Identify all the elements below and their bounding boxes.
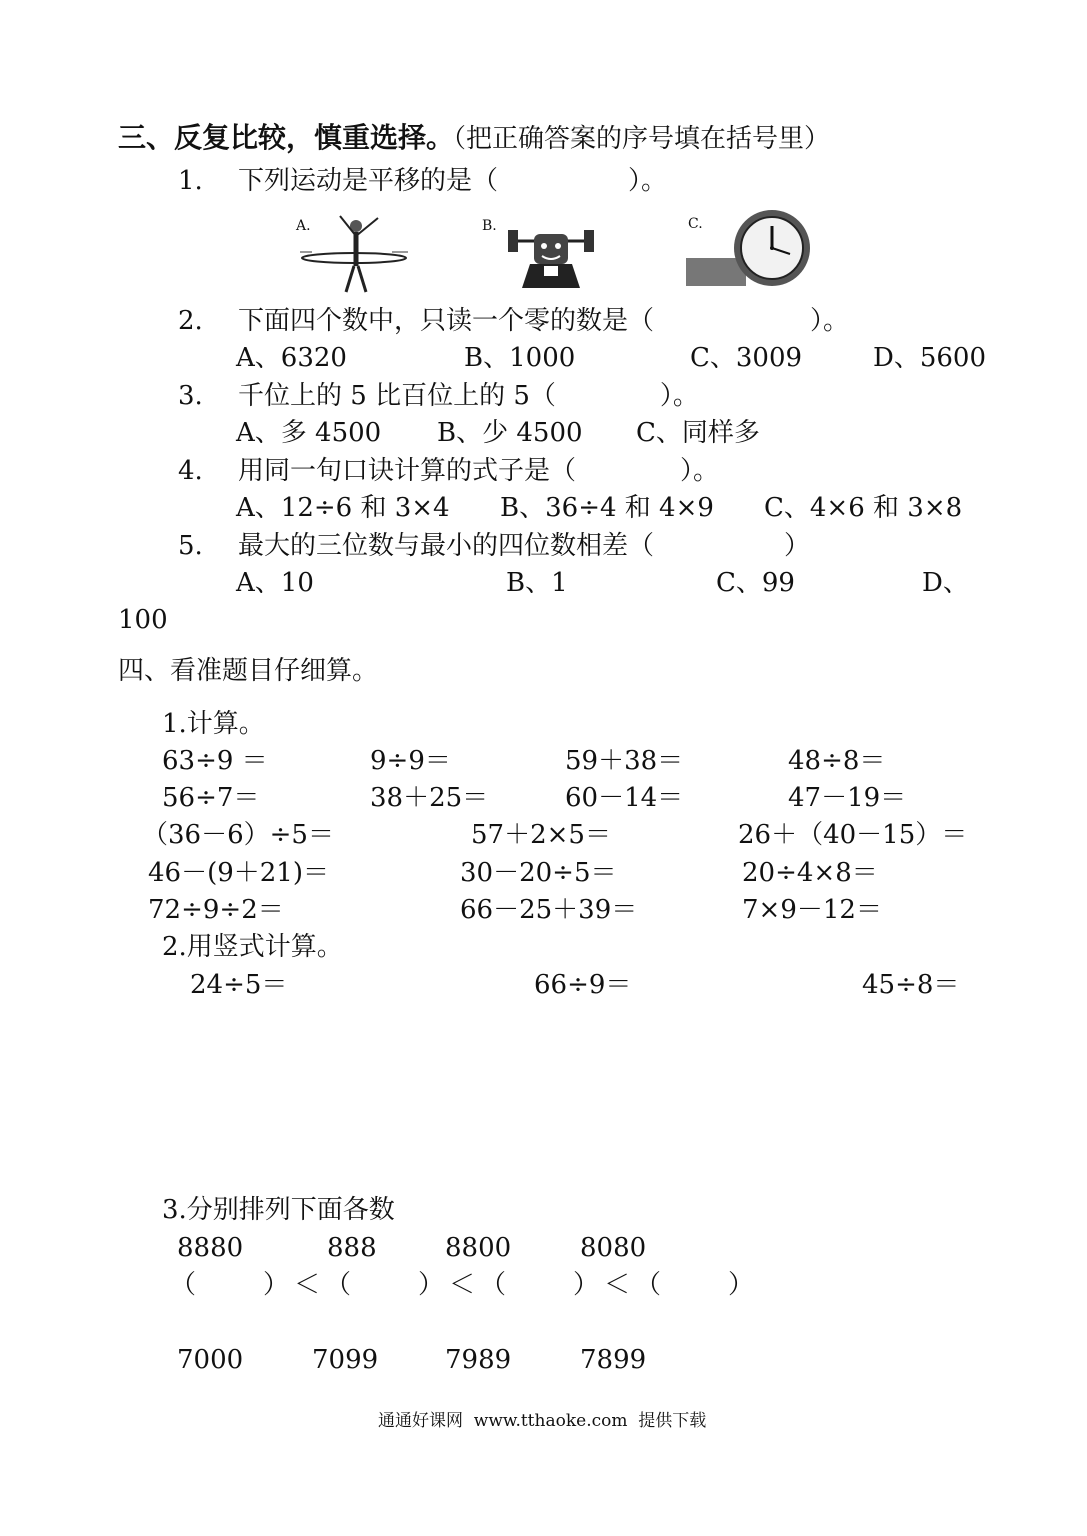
q4-option-b: B、36÷4 和 4×9: [500, 493, 714, 523]
calc-item: 56÷7＝: [162, 783, 260, 813]
part2-title: 2.用竖式计算。: [162, 932, 343, 962]
calc-item: 38＋25＝: [370, 783, 489, 813]
q5-number: 5.: [178, 531, 203, 561]
q4-number: 4.: [178, 456, 203, 486]
q4-option-c: C、4×6 和 3×8: [764, 493, 963, 523]
sort-number: 8800: [445, 1233, 512, 1263]
sort-number: 8080: [580, 1233, 647, 1263]
calc-item: 46－(9＋21)＝: [148, 858, 329, 888]
q2-number: 2.: [178, 306, 203, 336]
sort-number: 7989: [445, 1345, 512, 1375]
q4-text: 用同一句口诀计算的式子是（ ）。: [238, 456, 720, 486]
calc-item: 9÷9＝: [370, 746, 451, 776]
q2-text: 下面四个数中，只读一个零的数是（ ）。: [238, 306, 850, 336]
weightlifter-icon: [480, 212, 615, 292]
q5-option-d-wrap: 100: [118, 605, 168, 635]
calc-item: 20÷4×8＝: [742, 858, 878, 888]
q2-option-d: D、5600: [873, 343, 987, 373]
q2-option-c: C、3009: [690, 343, 803, 373]
q1-text: 下列运动是平移的是（ ）。: [238, 166, 668, 196]
q3-text: 千位上的 5 比百位上的 5（ ）。: [238, 381, 699, 411]
picture-b-weightlifting: [480, 212, 615, 292]
sort-number: 8880: [177, 1233, 244, 1263]
q2-option-a: A、6320: [236, 343, 347, 373]
calc-item: 63÷9 ＝: [162, 746, 268, 776]
q5-option-b: B、1: [506, 568, 568, 598]
q2-option-b: B、1000: [464, 343, 576, 373]
q5-option-d: D、: [922, 568, 969, 598]
page-footer: 通通好课网 www.tthaoke.com 提供下载: [378, 1411, 707, 1431]
calc-item: 57＋2×5＝: [471, 820, 611, 850]
calc-item: 30－20÷5＝: [460, 858, 617, 888]
q3-option-c: C、同样多: [636, 418, 760, 448]
calc-item: 7×9－12＝: [742, 895, 882, 925]
q5-option-a: A、10: [236, 568, 314, 598]
section3-heading: 三、反复比较，慎重选择。: [118, 121, 455, 154]
sort-number: 7000: [177, 1345, 244, 1375]
calc-item: 66－25＋39＝: [460, 895, 638, 925]
vertical-calc-item: 24÷5＝: [190, 970, 288, 1000]
vertical-calc-item: 45÷8＝: [862, 970, 960, 1000]
q4-option-a: A、12÷6 和 3×4: [236, 493, 450, 523]
q3-option-b: B、少 4500: [437, 418, 583, 448]
calc-item: 48÷8＝: [788, 746, 886, 776]
sort-number: 7899: [580, 1345, 647, 1375]
sort-number: 7099: [312, 1345, 379, 1375]
picture-c-clock: [686, 206, 816, 288]
picture-b-label: B.: [482, 218, 497, 234]
calc-item: 26＋（40－15）＝: [738, 820, 968, 850]
picture-c-label: C.: [688, 216, 703, 232]
calc-item: 60－14＝: [565, 783, 684, 813]
q5-text: 最大的三位数与最小的四位数相差（ ）: [238, 531, 811, 561]
part1-title: 1.计算。: [162, 709, 265, 739]
section3-heading-note: （把正确答案的序号填在括号里）: [440, 124, 831, 154]
calc-item: （36－6）÷5＝: [142, 820, 334, 850]
alarm-clock-icon: [686, 206, 816, 288]
section4-heading: 四、看准题目仔细算。: [118, 656, 379, 686]
q1-number: 1.: [178, 166, 203, 196]
part3-title: 3.分别排列下面各数: [162, 1195, 395, 1225]
calc-item: 47－19＝: [788, 783, 907, 813]
calc-item: 59＋38＝: [565, 746, 684, 776]
picture-a-hula-hoop: [292, 208, 412, 296]
picture-a-label: A.: [296, 218, 311, 234]
calc-item: 72÷9÷2＝: [148, 895, 284, 925]
q3-option-a: A、多 4500: [236, 418, 382, 448]
vertical-calc-item: 66÷9＝: [534, 970, 632, 1000]
sort-number: 888: [327, 1233, 377, 1263]
q3-number: 3.: [178, 381, 203, 411]
order-answer-line: （ ）＜（ ）＜（ ）＜（ ）: [170, 1270, 760, 1300]
q5-option-c: C、99: [716, 568, 795, 598]
